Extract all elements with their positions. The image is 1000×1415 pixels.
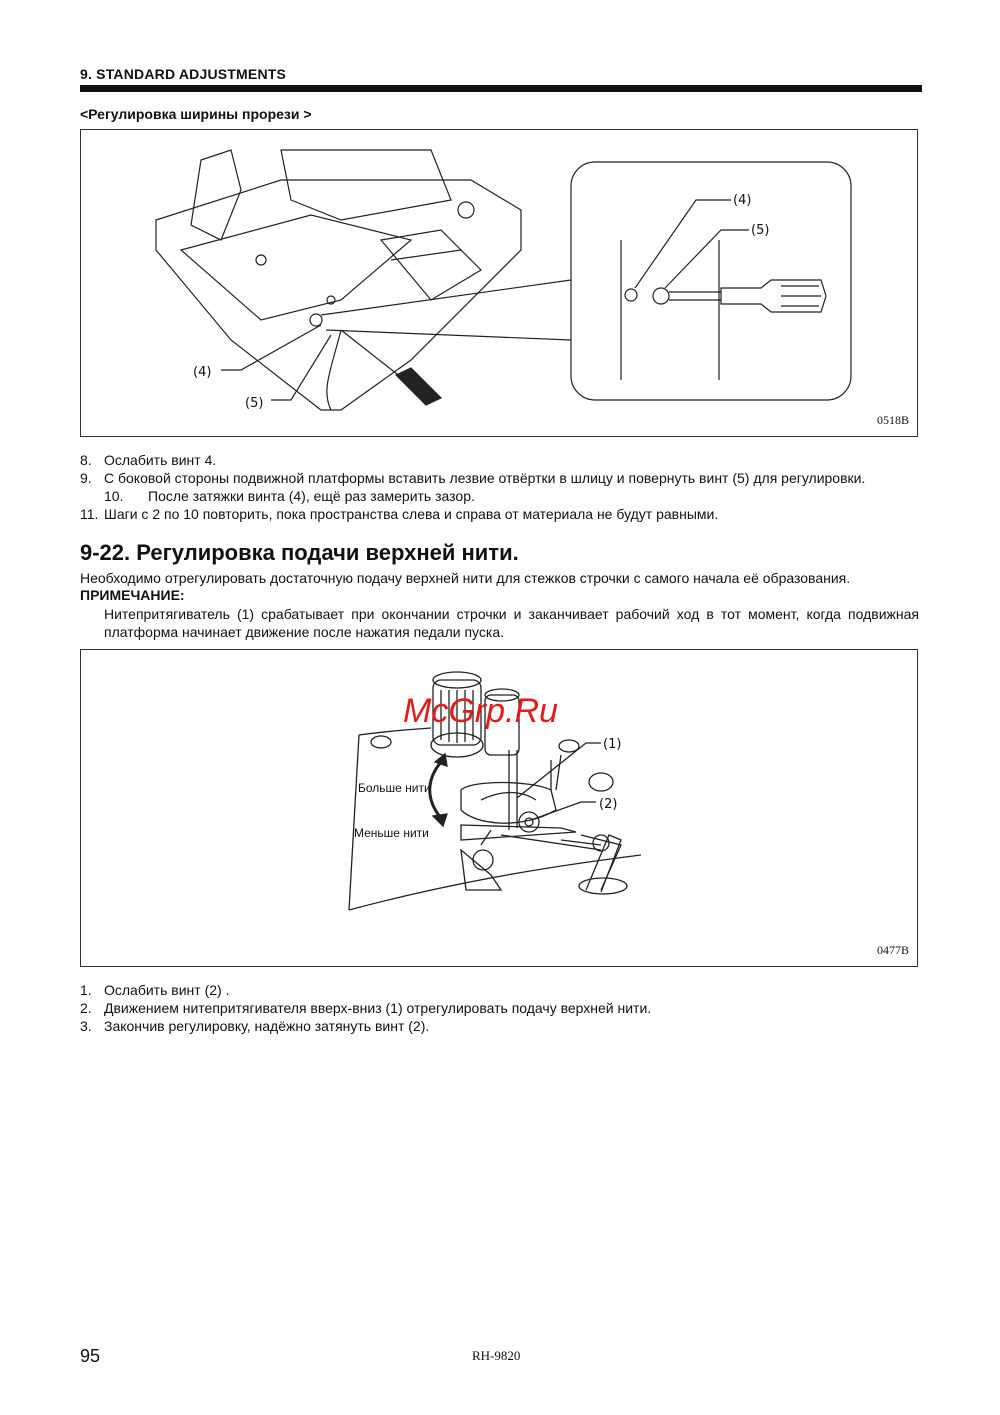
label-part-2: (2) xyxy=(599,797,618,812)
note-label: ПРИМЕЧАНИЕ: xyxy=(80,587,185,603)
list-item xyxy=(80,487,922,505)
step-number: 11. xyxy=(80,506,99,522)
list-item xyxy=(80,451,922,469)
label-more-thread: Больше нити xyxy=(358,781,431,795)
step-text: Ослабить винт (2) . xyxy=(104,982,230,998)
subheading: <Регулировка ширины прорези > xyxy=(80,106,312,122)
figure-code: 0477B xyxy=(876,943,909,957)
label-less-thread: Меньше нити xyxy=(354,826,429,840)
step-text: С боковой стороны подвижной платформы вставить лезвие отвёртки в шлицу и повернуть винт (5) для регулировки. xyxy=(104,470,866,486)
step-text: После затяжки винта (4), ещё раз замерить зазор. xyxy=(148,488,475,504)
figure1-labels xyxy=(81,130,917,436)
section-title: 9-22. Регулировка подачи верхней нити. xyxy=(80,540,519,565)
step-number: 1. xyxy=(80,982,92,998)
take-up-illustration xyxy=(81,650,917,966)
step-text: Шаги с 2 по 10 повторить, пока пространства слева и справа от материала не будут равными. xyxy=(104,506,719,522)
figure-code: 0518B xyxy=(876,413,909,427)
step-number: 2. xyxy=(80,1000,92,1016)
page-number: 95 xyxy=(80,1346,101,1366)
step-number: 10. xyxy=(104,488,124,504)
header-title: 9. STANDARD ADJUSTMENTS xyxy=(80,66,287,82)
steps-list-1 xyxy=(80,451,922,523)
model-name: RH-9820 xyxy=(472,1348,521,1363)
step-number: 8. xyxy=(80,452,92,468)
note-text: Нитепритягиватель (1) срабатывает при окончании строчки и заканчивает рабочий ход в тот момент, когда подвижная платформа начинает движение после нажатия педали пуска. xyxy=(104,606,919,640)
list-item xyxy=(80,999,922,1017)
step-number: 9. xyxy=(80,470,92,486)
steps-list-2 xyxy=(80,981,922,1035)
step-text: Закончив регулировку, надёжно затянуть винт (2). xyxy=(104,1018,430,1034)
label-part-1: (1) xyxy=(603,737,622,752)
label-screw-4-inset: (4) xyxy=(733,193,752,208)
figure-thread-take-up xyxy=(80,649,918,967)
label-screw-4-left: (4) xyxy=(193,365,212,380)
list-item xyxy=(80,981,922,999)
step-number: 3. xyxy=(80,1018,92,1034)
page-header xyxy=(80,66,922,92)
label-screw-5-inset: (5) xyxy=(751,223,770,238)
step-text: Ослабить винт 4. xyxy=(104,452,217,468)
list-item xyxy=(80,1017,922,1035)
watermark: McGrp.Ru xyxy=(403,692,558,730)
figure-slit-width xyxy=(80,129,918,437)
header-rule xyxy=(80,85,922,92)
list-item xyxy=(80,505,922,523)
section-intro: Необходимо отрегулировать достаточную подачу верхней нити для стежков строчки с самого начала её образования. xyxy=(80,570,851,586)
step-text: Движением нитепритягивателя вверх-вниз (1) отрегулировать подачу верхней нити. xyxy=(104,1000,652,1016)
list-item xyxy=(80,469,922,487)
label-screw-5-left: (5) xyxy=(245,396,264,411)
